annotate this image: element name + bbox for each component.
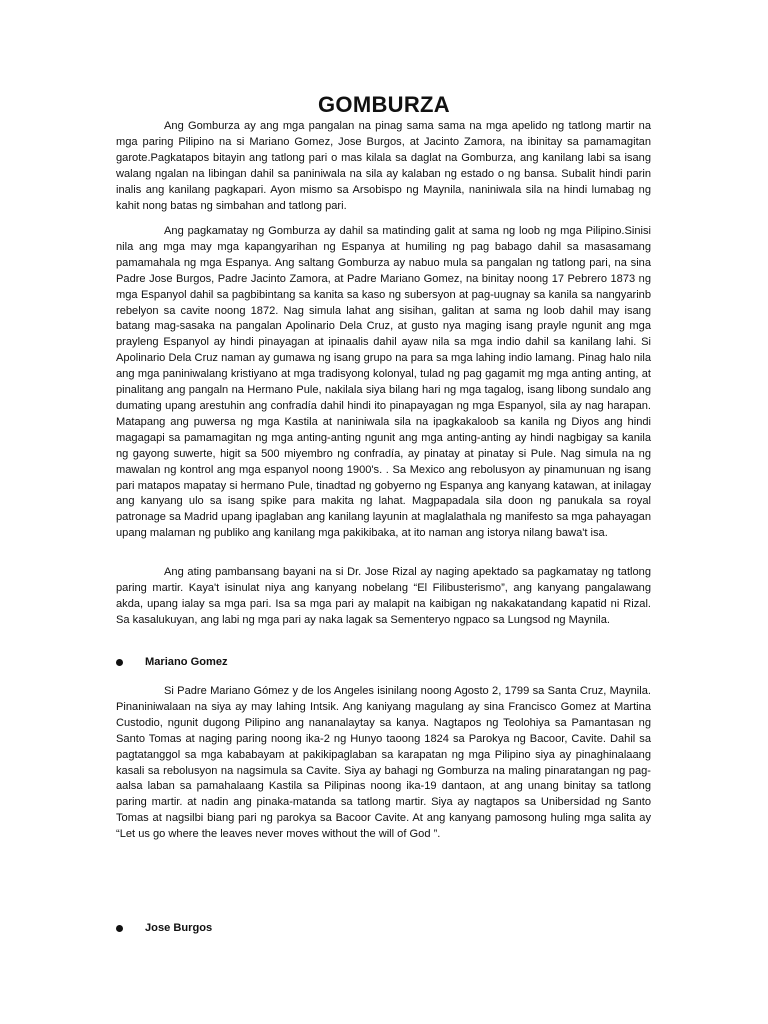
bullet-icon bbox=[116, 925, 123, 932]
page-title: GOMBURZA bbox=[318, 92, 450, 117]
history-paragraph bbox=[116, 224, 651, 542]
bullet-heading-text: Jose Burgos bbox=[145, 922, 213, 934]
rizal-paragraph-text: Ang ating pambansang bayani na si Dr. Jose Rizal ay naging apektado sa pagkamatay ng tatlong paring martir. Kaya't isinulat niya ang kanyang nobelang “El Filibusterismo”, ang kanyang pangalawang akda, upang ialay sa mga pari. Isa sa mga pari ay malapit na kaibigan ng nakakatandang kapatid ni Rizal. Sa kasalukuyan, ang labi ng mga pari ay naka lagak sa Sementeryo ngpaco sa Lungsod ng Maynila. bbox=[116, 566, 651, 626]
intro-paragraph bbox=[116, 119, 651, 214]
bullet-heading-mariano-gomez bbox=[116, 654, 228, 670]
bullet-heading-jose-burgos bbox=[116, 920, 212, 936]
gomez-biography-paragraph bbox=[116, 684, 651, 843]
bullet-icon bbox=[116, 659, 123, 666]
history-paragraph-text: Ang pagkamatay ng Gomburza ay dahil sa matinding galit at sama ng loob ng mga Pilipino.Sinisi nila ang mga may mga kapangyarihan ng Espanya at humiling ng pag babago dahil sa masasamang pamamahala ng mga Espanya. Ang saltang Gomburza ay nabuo mula sa pangalan ng tatlong pari, na sina Padre Jose Burgos, Padre Jacinto Zamora, at Padre Mariano Gomez, na binitay noong 17 Pebrero 1873 ng mga Espanyol dahil sa pagbibintang sa kanita sa kaso ng subersyon at pag-uugnay sa kanila sa nangyarinb rebelyon sa cavite noong 1872. Nag simula lahat ang sisihan, galitan at sama ng loob dahil may isang batang mag-sasaka na pangalan Apolinario Dela Cruz, at gusto nya maging isang prayle ngunit ang mga prayleng Espanyol ay hindi pinayagan at ipinaalis dahil ayaw nila sa mga indio dahil sa kanilang lahi. Si Apolinario Dela Cruz naman ay gumawa ng isang grupo na para sa mga lahing indio lamang. Pinag halo nila ang mga paniniwalang kristiyano at mga tradisyong kolonyal, tulad ng pag gagamit mg mga anting anting, at pinalitang ang pangaln na Hermano Pule, nakilala siya bilang hari ng mga tagalog, isang libong sundalo ang dumating upang arestuhin ang confradía dahil hindi ito pinapayagan ng mga Espanyol, sila ay nag harapan. Matapang ang puwersa ng mga Kastila at naniniwala sila na ipagkakaloob sa kanila ng Diyos ang hindi magagapi sa pamamagitan ng mga anting-anting ngunit ang mga anting-anting ay hindi nagbigay sa kanila ng gayong suwerte, higit sa 500 miyembro ng confradía, ay pinatay at pinatay si Pule. Nag simula na ng mawalan ng kontrol ang mga espanyol noong 1900's. . Sa Mexico ang rebolusyon ay pinamunuan ng isang pari matapos mapatay si hermano Pule, tinadtad ng gobyerno ng Espanya ang kanyang katawan, at inilagay ang kanyang ulo sa isang spike para makita ng lahat. Magpapadala sila doon ng panukala sa royal patronage sa Madrid upang ipaglaban ang kanilang layunin at maglalathala ng manifesto sa mga pahayagan upang malaman ng publiko ang kanilang mga pakikibaka, at ito naman ang istorya nilang bawa't isa. bbox=[116, 225, 651, 540]
intro-paragraph-text: Ang Gomburza ay ang mga pangalan na pinag sama sama na mga apelido ng tatlong martir na mga paring Pilipino na si Mariano Gomez, Jose Burgos, at Jacinto Zamora, na ibinitay sa pamamagitan garote.Pagkatapos bitayin ang tatlong pari o mas kilala sa daglat na Gomburza, ang kanilang labi sa isang walang ngalan na libingan dahil sa paniniwala na sila ay kalaban ng estado o ng bansa. Subalit hindi parin inalis ang kanilang pagkapari. Ayon mismo sa Arsobispo ng Maynila, naniniwala sila na hindi lumabag ng kahit nong batas ng simbahan and tatlong pari. bbox=[116, 120, 651, 212]
rizal-paragraph bbox=[116, 565, 651, 629]
gomez-biography-text: Si Padre Mariano Gómez y de los Angeles isinilang noong Agosto 2, 1799 sa Santa Cruz, Maynila. Pinaniniwalaan na siya ay may lahing Intsik. Ang kaniyang magulang ay sina Francisco Gomez at Martina Custodio, ngunit dugong Pilipino ang nananalaytay sa kanya. Nagtapos ng Teolohiya sa Pamantasan ng Santo Tomas at naging paring noong ika-2 ng Hunyo taoong 1824 sa Parokya ng Bacoor, Cavite. Dahil sa pagtatanggol sa mga kababayam at pakikipaglaban sa karapatan ng mga Pilipino siya ay pinaghinalaang kasali sa rebolusyon na nagsimula sa Cavite. Siya ay bahagi ng Gomburza na maling pinaratangan ng pag-aalsa laban sa pamahalaang Kastila sa Pilipinas noong ika-19 dantaon, at ang unang binitay sa tatlong paring martir. at nadin ang pinaka-matanda sa tatlong martir. Siya ay nagtapos sa Unibersidad ng Santo Tomas at nagsilbi biang pari ng parokya sa Bacoor Cavite. At ang kanyang pamosong huling mga salita ay “Let us go where the leaves never moves without the will of God ”. bbox=[116, 685, 651, 841]
bullet-heading-text: Mariano Gomez bbox=[145, 656, 228, 668]
